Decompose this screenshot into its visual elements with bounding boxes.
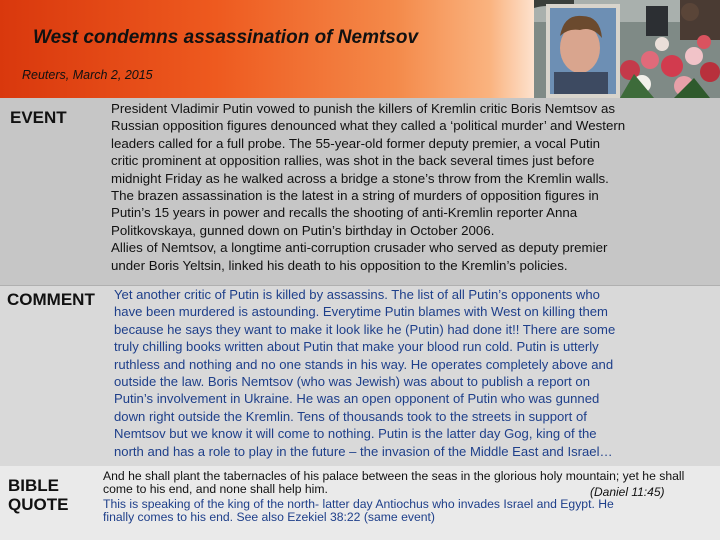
comment-label: COMMENT <box>7 290 95 309</box>
memorial-photo <box>534 0 720 98</box>
comment-row <box>0 286 720 466</box>
bible-reference: (Daniel 11:45) <box>590 485 665 499</box>
slide-header <box>0 0 720 98</box>
event-text: President Vladimir Putin vowed to punish the killers of Kremlin critic Boris Nemtsov as Russian opposition figures denounced what they called a ‘political murder’ and Western leaders called for a full probe. The 55-year-old former deputy premier, a vocal Putin critic prominent at opposition rallies, was shot in the back several times just before midnight Friday as he walked across a bridge a stone’s throw from the Kremlin walls. The brazen assassination is the latest in a string of murders of opposition figures in Putin’s 15 years in power and recalls the shooting of anti-Kremlin reporter Anna Politkovskaya, gunned down on Putin’s birthday in October 2006. Allies of Nemtsov, a longtime anti-corruption crusader who served as deputy premier under Boris Yeltsin, linked his death to his opposition to the Kremlin’s policies. <box>111 101 626 273</box>
content-table <box>0 98 720 540</box>
bible-quote-row <box>0 466 720 540</box>
bible-verse: And he shall plant the tabernacles of his palace between the seas in the glorious holy mountain; yet he shall come to his end, and none shall help him. <box>103 469 685 496</box>
slide-title: West condemns assassination of Nemtsov <box>33 27 419 48</box>
bible-note: This is speaking of the king of the north- latter day Antiochus who invades Israel and Egypt. He finally comes to his end. See also Ezekiel 38:22 (same event) <box>103 497 614 524</box>
bible-quote-label: BIBLE QUOTE <box>8 476 69 514</box>
event-row <box>0 98 720 286</box>
event-label: EVENT <box>10 108 67 127</box>
source-line: Reuters, March 2, 2015 <box>22 68 153 82</box>
comment-text: Yet another critic of Putin is killed by assassins. The list of all Putin’s opponents who have been murdered is astounding. Everytime Putin blames with West on killing them because he says they want to make it look like he (Putin) had done it!! There are some truly chilling books written about Putin that make your blood run cold. Putin is utterly ruthless and nothing and no one stands in his way. He operates completely above and outside the law. Boris Nemtsov (who was Jewish) was about to publish a report on Putin’s involvement in Ukraine. He was an open opponent of Putin who was gunned down right outside the Kremlin. Tens of thousands took to the streets in support of Nemtsov but we know it will come to nothing. Putin is the latter day Gog, king of the north and has a role to play in the future – the invasion of the Middle East and Israel… <box>114 287 616 459</box>
